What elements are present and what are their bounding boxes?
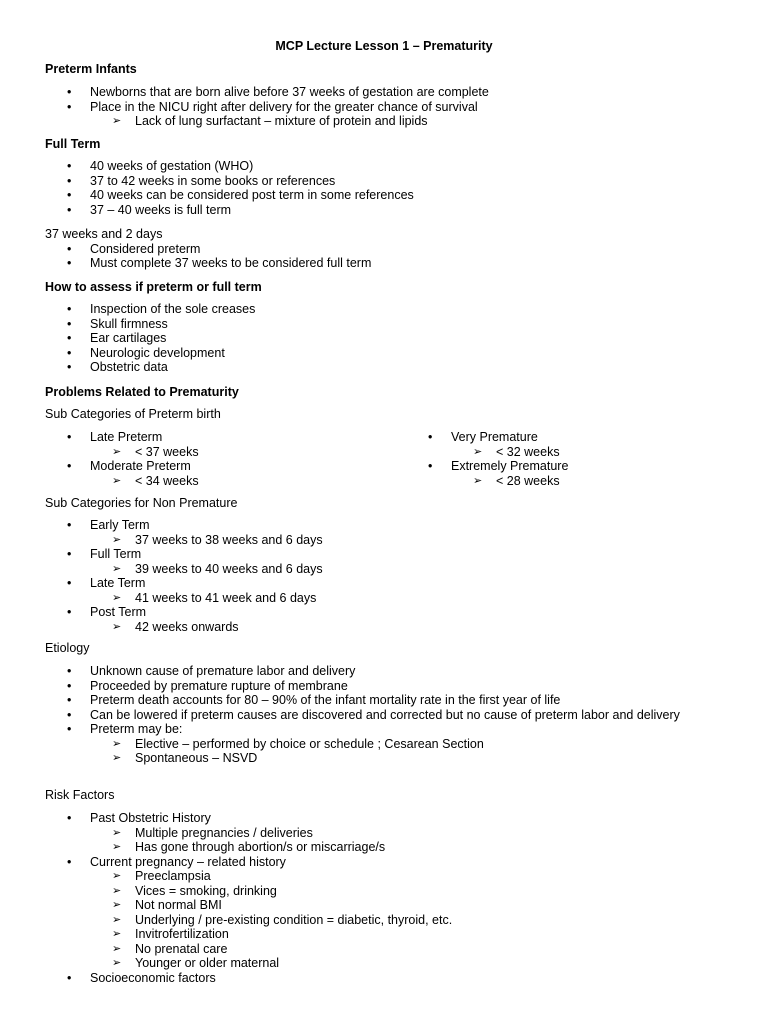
list-item: • 40 weeks of gestation (WHO) xyxy=(45,159,414,174)
list-subitem: ➢ Vices = smoking, drinking xyxy=(90,884,452,899)
list-subitem: ➢ < 28 weeks xyxy=(451,474,568,489)
list-subitem: ➢ < 37 weeks xyxy=(90,445,199,460)
label-nonpremature xyxy=(45,496,237,511)
nonpremature-label: Sub Categories for Non Premature xyxy=(45,496,238,510)
list-item: • Ear cartilages xyxy=(45,331,255,346)
section-preterm xyxy=(45,62,137,77)
list-item: • Obstetric data xyxy=(45,360,255,375)
list-item: • Late Preterm xyxy=(45,430,199,445)
document-title: MCP Lecture Lesson 1 – Prematurity xyxy=(275,39,493,53)
list-subitem: ➢ Spontaneous – NSVD xyxy=(90,751,740,766)
list-item: • Proceeded by premature rupture of membrane xyxy=(45,679,740,694)
list-subitem: ➢ Lack of lung surfactant – mixture of protein and lipids xyxy=(90,114,489,129)
list-item: • Past Obstetric History xyxy=(45,811,452,826)
list-subitem: ➢ No prenatal care xyxy=(90,942,452,957)
list-subitem: ➢ 41 weeks to 41 week and 6 days xyxy=(90,591,323,606)
list-item: • Considered preterm xyxy=(45,242,371,257)
list-subitem: ➢ 37 weeks to 38 weeks and 6 days xyxy=(90,533,323,548)
list-subitem: ➢ Has gone through abortion/s or miscarriage/s xyxy=(90,840,452,855)
list-subitem: ➢ Invitrofertilization xyxy=(90,927,452,942)
list-item: • Unknown cause of premature labor and delivery xyxy=(45,664,740,679)
list-item: • 37 – 40 weeks is full term xyxy=(45,203,414,218)
list-subitem: ➢ 39 weeks to 40 weeks and 6 days xyxy=(90,562,323,577)
list-item: • Skull firmness xyxy=(45,317,255,332)
list-item: • Must complete 37 weeks to be considered full term xyxy=(45,256,371,271)
list-item: • Socioeconomic factors xyxy=(45,971,452,986)
list-item: • Preterm may be: xyxy=(45,722,740,737)
list-item: • Extremely Premature xyxy=(406,459,568,474)
heading-fullterm: Full Term xyxy=(45,137,101,151)
list-subitem: ➢ Elective – performed by choice or schedule ; Cesarean Section xyxy=(90,737,740,752)
list-item: • Current pregnancy – related history xyxy=(45,855,452,870)
list-subitem: ➢ Younger or older maternal xyxy=(90,956,452,971)
risk-label: Risk Factors xyxy=(45,788,115,802)
etiology-label: Etiology xyxy=(45,641,90,655)
list-item: • Late Term xyxy=(45,576,323,591)
list-subitem: ➢ Underlying / pre-existing condition = diabetic, thyroid, etc. xyxy=(90,913,452,928)
list-item: • Moderate Preterm xyxy=(45,459,199,474)
label-etiology xyxy=(45,641,89,656)
list-subitem: ➢ Multiple pregnancies / deliveries xyxy=(90,826,452,841)
list-item: • Preterm death accounts for 80 – 90% of the infant mortality rate in the first year of life xyxy=(45,693,740,708)
list-item: • Neurologic development xyxy=(45,346,255,361)
list-item: • 40 weeks can be considered post term in some references xyxy=(45,188,414,203)
list-item: • Post Term xyxy=(45,605,323,620)
list-preterm xyxy=(45,85,489,129)
section-37weeks xyxy=(45,227,371,271)
list-item: • Full Term xyxy=(45,547,323,562)
label-subcat-preterm xyxy=(45,407,221,422)
section-problems xyxy=(45,385,239,400)
list-item: • 37 to 42 weeks in some books or references xyxy=(45,174,414,189)
list-subitem: ➢ < 32 weeks xyxy=(451,445,568,460)
heading-preterm: Preterm Infants xyxy=(45,62,137,76)
list-item: • Inspection of the sole creases xyxy=(45,302,255,317)
list-risk xyxy=(45,811,452,985)
list-item: • Newborns that are born alive before 37 weeks of gestation are complete xyxy=(45,85,489,100)
subcat-preterm-label: Sub Categories of Preterm birth xyxy=(45,407,221,421)
list-subcat-left xyxy=(45,430,199,488)
section-assess xyxy=(45,280,262,295)
list-subitem: ➢ Not normal BMI xyxy=(90,898,452,913)
list-item: • Place in the NICU right after delivery for the greater chance of survival xyxy=(45,100,489,115)
list-fullterm xyxy=(45,159,414,217)
list-assess xyxy=(45,302,255,375)
section-fullterm xyxy=(45,137,100,152)
list-subitem: ➢ Preeclampsia xyxy=(90,869,452,884)
list-nonpremature xyxy=(45,518,323,634)
list-item: • Early Term xyxy=(45,518,323,533)
heading-problems: Problems Related to Prematurity xyxy=(45,385,239,399)
list-item: • Can be lowered if preterm causes are discovered and corrected but no cause of preterm labor and delivery xyxy=(45,708,740,723)
list-subitem: ➢ < 34 weeks xyxy=(90,474,199,489)
list-subcat-right xyxy=(406,430,568,488)
label-risk xyxy=(45,788,114,803)
list-etiology xyxy=(45,664,740,766)
heading-assess: How to assess if preterm or full term xyxy=(45,280,262,294)
list-item: • Very Premature xyxy=(406,430,568,445)
list-subitem: ➢ 42 weeks onwards xyxy=(90,620,323,635)
label-37weeks: 37 weeks and 2 days xyxy=(45,227,163,241)
